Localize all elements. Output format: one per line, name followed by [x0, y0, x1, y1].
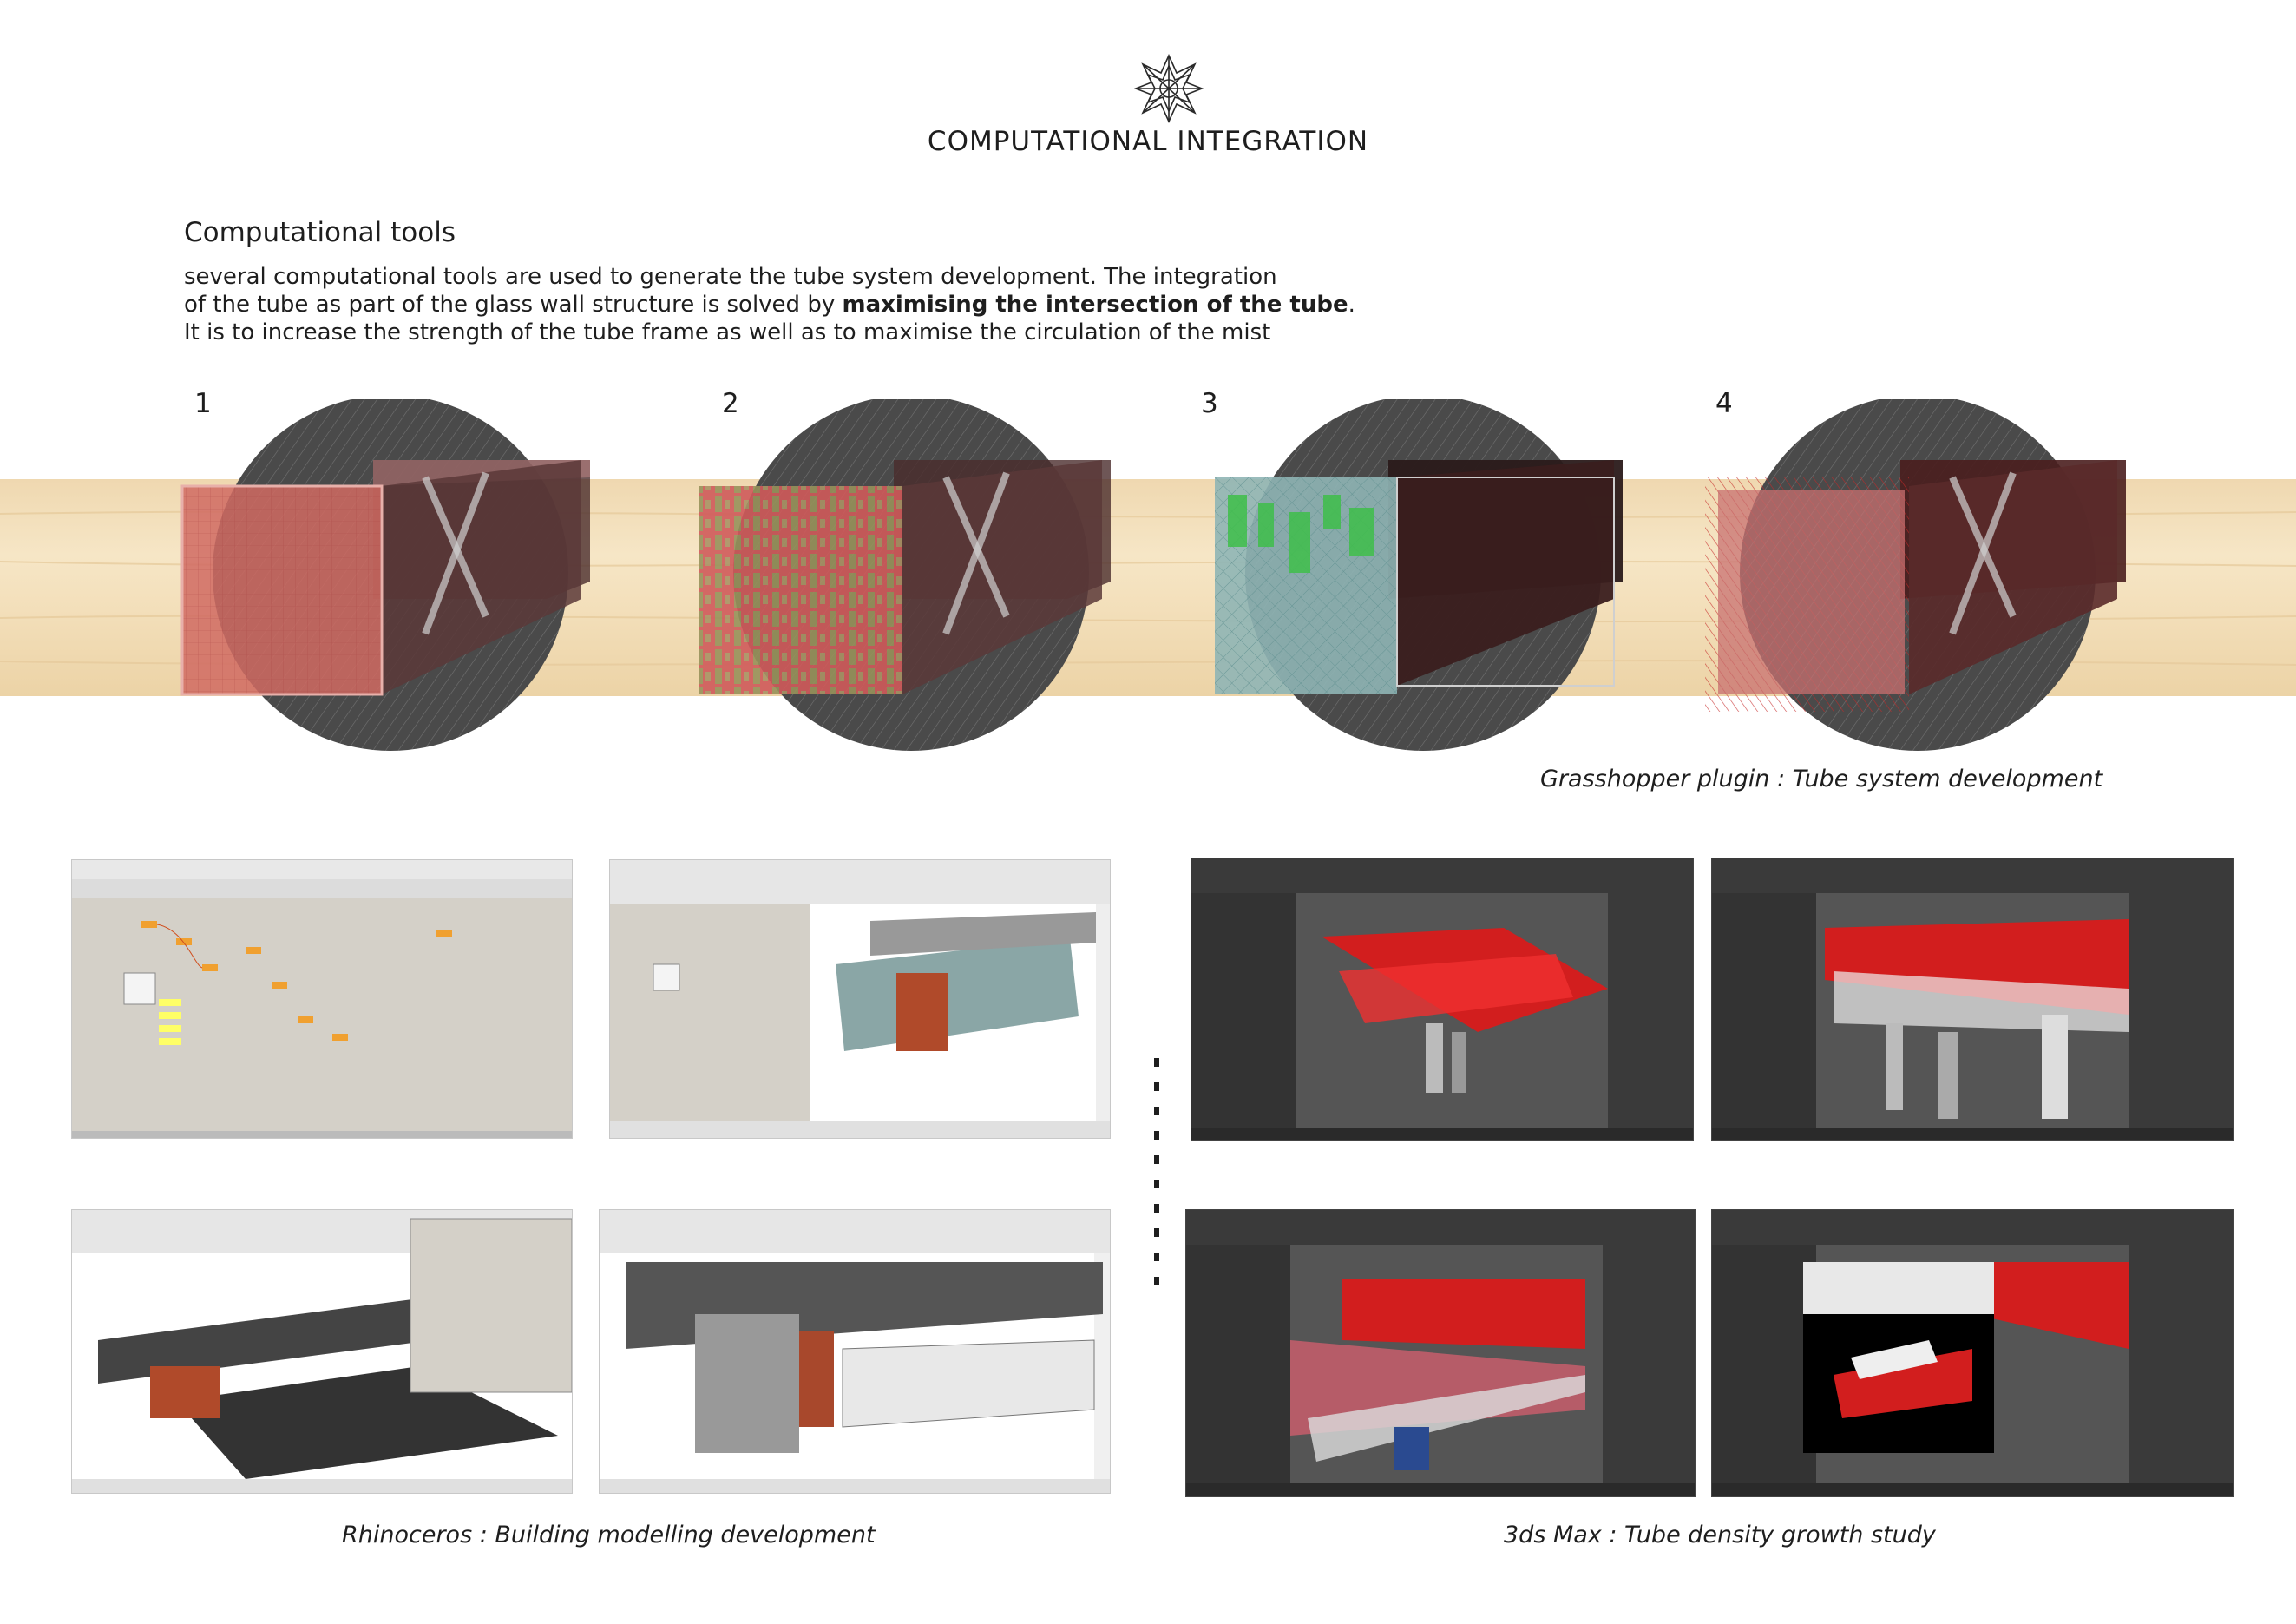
max-screenshot-4	[1711, 1209, 2234, 1497]
intro-line-2-prefix: of the tube as part of the glass wall structure is solved by	[184, 292, 843, 318]
dashed-divider	[1154, 1107, 1159, 1115]
max-viewport-image-2	[1712, 858, 2233, 1140]
caption-max: 3ds Max : Tube density growth study	[1504, 1522, 1936, 1548]
grasshopper-canvas-image	[72, 860, 572, 1138]
rhino-modelling-screenshot-2	[599, 1209, 1111, 1494]
tube-stage-4-render	[1701, 399, 2161, 764]
page-title: COMPUTATIONAL INTEGRATION	[927, 126, 1369, 157]
caption-rhino: Rhinoceros : Building modelling development	[342, 1522, 876, 1548]
rhino-modelling-screenshot-1	[71, 1209, 573, 1494]
rhino-grasshopper-screenshot	[609, 859, 1111, 1139]
intro-line-2-suffix: .	[1348, 292, 1355, 318]
dashed-divider	[1154, 1058, 1159, 1067]
stage-label-4: 4	[1715, 388, 1733, 419]
dashed-divider	[1154, 1082, 1159, 1091]
dashed-divider	[1154, 1253, 1159, 1261]
dashed-divider	[1154, 1277, 1159, 1285]
intro-line-2	[184, 292, 1355, 318]
caption-grasshopper: Grasshopper plugin : Tube system development	[1540, 766, 2103, 792]
tube-front-face	[699, 486, 902, 694]
intro-line-1: several computational tools are used to generate the tube system development. The integration	[184, 264, 1277, 290]
rhino-model-image-2	[600, 1210, 1110, 1493]
grasshopper-canvas-screenshot	[71, 859, 573, 1139]
dashed-divider	[1154, 1204, 1159, 1213]
dashed-divider	[1154, 1228, 1159, 1237]
tube-front-face	[1718, 490, 1905, 694]
rhino-model-image-1	[72, 1210, 572, 1493]
max-viewport-image-1	[1191, 858, 1693, 1140]
dashed-divider	[1154, 1155, 1159, 1164]
section-heading: Computational tools	[184, 217, 456, 248]
stage-label-1: 1	[194, 388, 212, 419]
max-viewport-image-3	[1186, 1210, 1695, 1496]
tube-stage-1-render	[174, 399, 633, 764]
rhino-viewport-image	[610, 860, 1110, 1138]
intro-line-2-emphasis: maximising the intersection of the tube	[842, 292, 1348, 318]
max-viewport-image-4	[1712, 1210, 2233, 1496]
dashed-divider	[1154, 1180, 1159, 1188]
geometric-star-logo-icon	[1134, 54, 1204, 123]
stage-label-2: 2	[722, 388, 739, 419]
intro-line-3: It is to increase the strength of the tube frame as well as to maximise the circulation of the mist	[184, 319, 1271, 345]
stage-label-3: 3	[1201, 388, 1218, 419]
max-screenshot-3	[1185, 1209, 1696, 1497]
max-screenshot-2	[1711, 858, 2234, 1141]
tube-stage-2-render	[694, 399, 1154, 764]
tube-stage-3-render	[1206, 399, 1666, 764]
max-screenshot-1	[1191, 858, 1694, 1141]
dashed-divider	[1154, 1131, 1159, 1140]
